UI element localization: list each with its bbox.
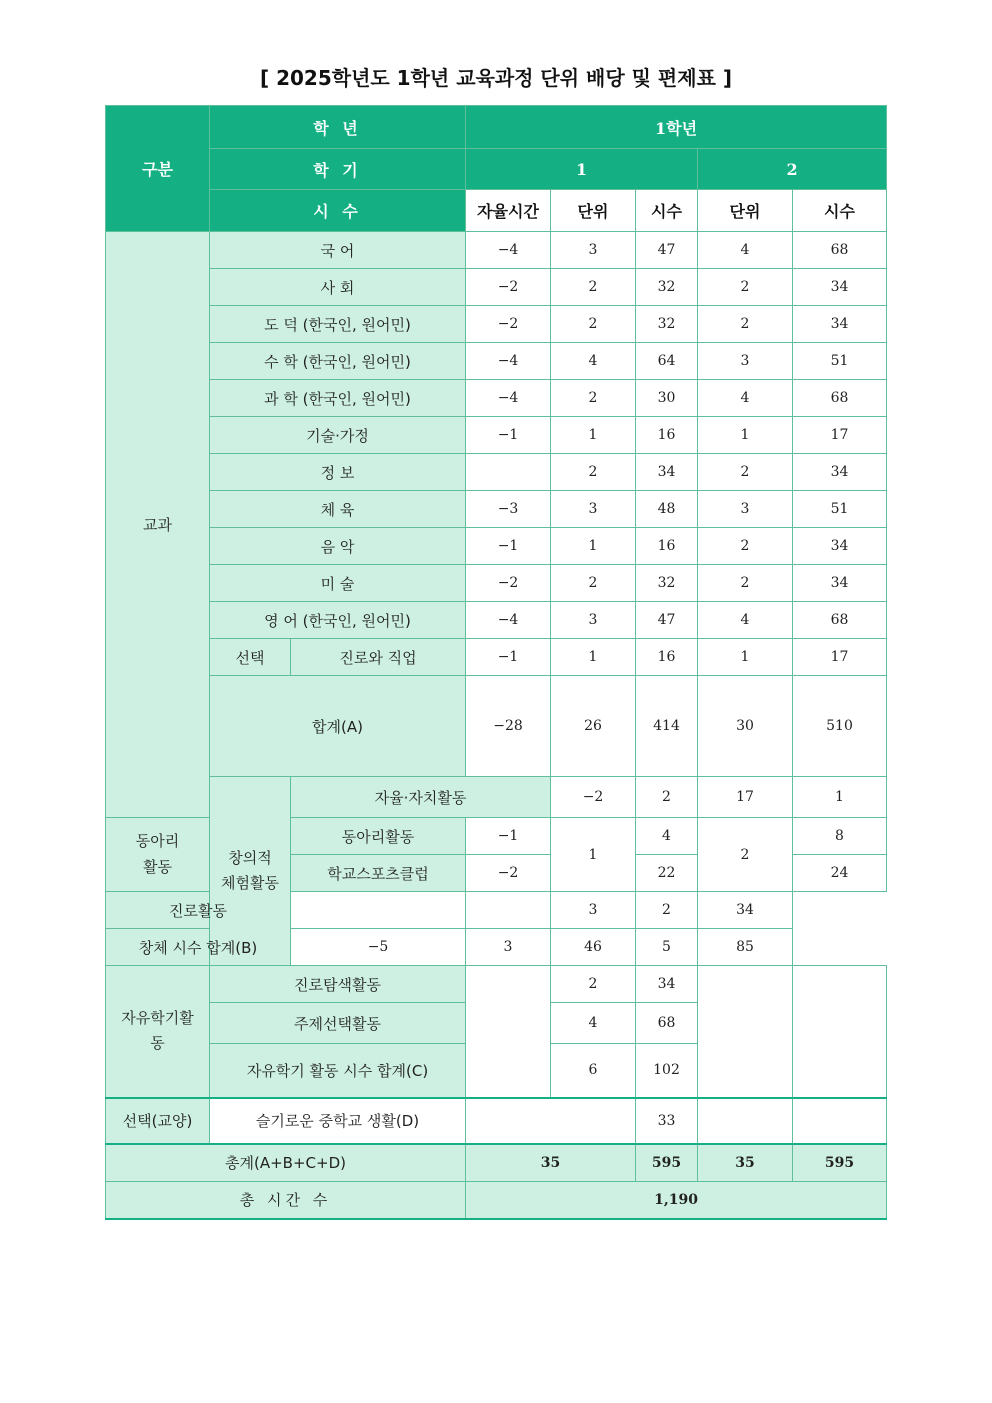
subject-unit-1: 3	[551, 491, 636, 528]
club-group-label: 동아리 활동	[106, 818, 210, 892]
elective-hours-2: 17	[793, 639, 887, 676]
creative-self-gov-unit-2: 1	[793, 777, 887, 818]
subject-autonomy: −2	[466, 269, 551, 306]
curriculum-table	[105, 105, 887, 1220]
subject-hours-2: 34	[793, 269, 887, 306]
culture-elective-hours-1: 33	[636, 1098, 698, 1144]
career-activity-name: 진로활동	[106, 892, 291, 929]
subject-autonomy: −3	[466, 491, 551, 528]
creative-group-label: 창의적 체험활동	[210, 777, 291, 966]
subject-autonomy	[466, 454, 551, 491]
free-activity-unit-1: 2	[551, 966, 636, 1003]
subjects-subtotal-hours-1: 414	[636, 676, 698, 777]
page-title: [ 2025학년도 1학년 교육과정 단위 배당 및 편제표 ]	[259, 66, 732, 90]
career-activity-autonomy	[291, 892, 466, 929]
subjects-group-label: 교과	[106, 232, 210, 818]
header-grade-value: 1학년	[466, 106, 887, 149]
subject-unit-2: 2	[698, 528, 793, 565]
free-hours-2-empty	[793, 966, 887, 1098]
club-activity-hours-1: 4	[636, 818, 698, 855]
subject-autonomy: −1	[466, 417, 551, 454]
subject-name: 기술·가정	[210, 417, 466, 454]
subject-hours-1: 32	[636, 269, 698, 306]
culture-elective-empty-3	[793, 1098, 887, 1144]
career-activity-unit-2: 2	[636, 892, 698, 929]
subject-unit-2: 4	[698, 602, 793, 639]
free-subtotal-label: 자유학기 활동 시수 합계(C)	[210, 1044, 466, 1098]
subject-unit-1: 2	[551, 454, 636, 491]
creative-subtotal-unit-1: 3	[466, 929, 551, 966]
subject-unit-1: 2	[551, 269, 636, 306]
subject-name: 과 학 (한국인, 원어민)	[210, 380, 466, 417]
free-unit-2-empty	[698, 966, 793, 1098]
elective-hours-1: 16	[636, 639, 698, 676]
subject-autonomy: −2	[466, 306, 551, 343]
subject-unit-2: 4	[698, 380, 793, 417]
career-activity-hours-1: 3	[551, 892, 636, 929]
subject-name: 미 술	[210, 565, 466, 602]
subject-hours-2: 17	[793, 417, 887, 454]
subject-hours-1: 16	[636, 417, 698, 454]
subject-unit-1: 1	[551, 417, 636, 454]
subject-hours-1: 34	[636, 454, 698, 491]
total-hours-value: 1,190	[466, 1182, 887, 1219]
subject-autonomy: −4	[466, 343, 551, 380]
subject-unit-2: 2	[698, 306, 793, 343]
subject-unit-1: 2	[551, 565, 636, 602]
subject-name: 체 육	[210, 491, 466, 528]
subject-hours-1: 47	[636, 232, 698, 269]
subject-autonomy: −4	[466, 602, 551, 639]
subject-autonomy: −2	[466, 565, 551, 602]
culture-elective-empty	[466, 1098, 636, 1144]
header-autonomy: 자율시간	[466, 190, 551, 232]
subject-hours-1: 30	[636, 380, 698, 417]
subject-hours-1: 32	[636, 306, 698, 343]
subject-name: 영 어 (한국인, 원어민)	[210, 602, 466, 639]
grand-total-hours-2: 595	[793, 1144, 887, 1182]
subject-unit-2: 3	[698, 343, 793, 380]
elective-unit-2: 1	[698, 639, 793, 676]
subject-unit-1: 3	[551, 232, 636, 269]
sports-club-autonomy: −2	[466, 855, 551, 892]
header-hours-2: 시수	[793, 190, 887, 232]
free-activity-hours-1: 34	[636, 966, 698, 1003]
grand-total-units-2: 35	[698, 1144, 793, 1182]
subjects-subtotal-unit-2: 30	[698, 676, 793, 777]
subject-unit-1: 2	[551, 380, 636, 417]
subject-hours-2: 68	[793, 602, 887, 639]
sports-club-name: 학교스포츠클럽	[291, 855, 466, 892]
club-activity-name: 동아리활동	[291, 818, 466, 855]
free-autonomy-empty	[466, 966, 551, 1098]
header-unit-1: 단위	[551, 190, 636, 232]
header-unit-2: 단위	[698, 190, 793, 232]
creative-subtotal-hours-2: 85	[698, 929, 793, 966]
free-subtotal-hours-1: 102	[636, 1044, 698, 1098]
subjects-subtotal-autonomy: −28	[466, 676, 551, 777]
subject-hours-1: 32	[636, 565, 698, 602]
header-semester-2: 2	[698, 149, 887, 190]
subject-hours-2: 68	[793, 380, 887, 417]
elective-unit-1: 1	[551, 639, 636, 676]
subject-autonomy: −4	[466, 232, 551, 269]
subject-hours-2: 34	[793, 528, 887, 565]
creative-subtotal-autonomy: −5	[291, 929, 466, 966]
grand-total-hours-1: 595	[636, 1144, 698, 1182]
free-activity-hours-1: 68	[636, 1003, 698, 1044]
subject-name: 정 보	[210, 454, 466, 491]
sports-club-hours-2: 24	[793, 855, 887, 892]
sports-club-hours-1: 22	[636, 855, 698, 892]
subject-hours-1: 47	[636, 602, 698, 639]
header-category: 구분	[106, 106, 210, 232]
subject-name: 수 학 (한국인, 원어민)	[210, 343, 466, 380]
subject-unit-1: 2	[551, 306, 636, 343]
subject-name: 도 덕 (한국인, 원어민)	[210, 306, 466, 343]
subject-unit-2: 2	[698, 269, 793, 306]
culture-elective-name: 슬기로운 중학교 생활(D)	[210, 1098, 466, 1144]
subject-autonomy: −4	[466, 380, 551, 417]
creative-subtotal-label: 창체 시수 합계(B)	[106, 929, 291, 966]
grand-total-units-1: 35	[466, 1144, 636, 1182]
subject-hours-2: 68	[793, 232, 887, 269]
free-subtotal-unit-1: 6	[551, 1044, 636, 1098]
header-hours-1: 시수	[636, 190, 698, 232]
club-merged-unit-2: 2	[698, 818, 793, 892]
subjects-subtotal-label: 합계(A)	[210, 676, 466, 777]
subject-autonomy: −1	[466, 528, 551, 565]
subjects-subtotal-hours-2: 510	[793, 676, 887, 777]
subject-hours-1: 48	[636, 491, 698, 528]
free-activity-name: 진로탐색활동	[210, 966, 466, 1003]
subject-unit-2: 3	[698, 491, 793, 528]
subjects-subtotal-unit-1: 26	[551, 676, 636, 777]
creative-self-gov-autonomy: −2	[551, 777, 636, 818]
total-hours-label: 총 시간 수	[106, 1182, 466, 1219]
free-semester-group-label: 자유학기활 동	[106, 966, 210, 1098]
subject-unit-2: 2	[698, 565, 793, 602]
subject-hours-2: 34	[793, 306, 887, 343]
subject-unit-1: 4	[551, 343, 636, 380]
subject-hours-1: 64	[636, 343, 698, 380]
header-grade-label: 학 년	[210, 106, 466, 149]
club-activity-hours-2: 8	[793, 818, 887, 855]
career-activity-unit-1	[466, 892, 551, 929]
creative-self-gov-name: 자율·자치활동	[291, 777, 551, 818]
subject-unit-2: 1	[698, 417, 793, 454]
subject-hours-2: 51	[793, 491, 887, 528]
creative-subtotal-unit-2: 5	[636, 929, 698, 966]
creative-subtotal-hours-1: 46	[551, 929, 636, 966]
subject-unit-2: 4	[698, 232, 793, 269]
career-activity-hours-2: 34	[698, 892, 793, 929]
elective-autonomy: −1	[466, 639, 551, 676]
header-semester-1: 1	[466, 149, 698, 190]
subject-name: 국 어	[210, 232, 466, 269]
subject-name: 음 악	[210, 528, 466, 565]
creative-self-gov-hours-1: 17	[698, 777, 793, 818]
subject-unit-1: 3	[551, 602, 636, 639]
club-merged-unit-1: 1	[551, 818, 636, 892]
creative-self-gov-unit-1: 2	[636, 777, 698, 818]
culture-elective-empty-2	[698, 1098, 793, 1144]
subject-hours-1: 16	[636, 528, 698, 565]
free-activity-name: 주제선택활동	[210, 1003, 466, 1044]
elective-subject-name: 진로와 직업	[291, 639, 466, 676]
subject-hours-2: 51	[793, 343, 887, 380]
subject-hours-2: 34	[793, 565, 887, 602]
culture-elective-label: 선택(교양)	[106, 1098, 210, 1144]
grand-total-label: 총계(A+B+C+D)	[106, 1144, 466, 1182]
subject-hours-2: 34	[793, 454, 887, 491]
subject-unit-1: 1	[551, 528, 636, 565]
club-activity-autonomy: −1	[466, 818, 551, 855]
elective-label: 선택	[210, 639, 291, 676]
header-hours-label: 시 수	[210, 190, 466, 232]
subject-unit-2: 2	[698, 454, 793, 491]
free-activity-unit-1: 4	[551, 1003, 636, 1044]
header-semester-label: 학 기	[210, 149, 466, 190]
subject-name: 사 회	[210, 269, 466, 306]
